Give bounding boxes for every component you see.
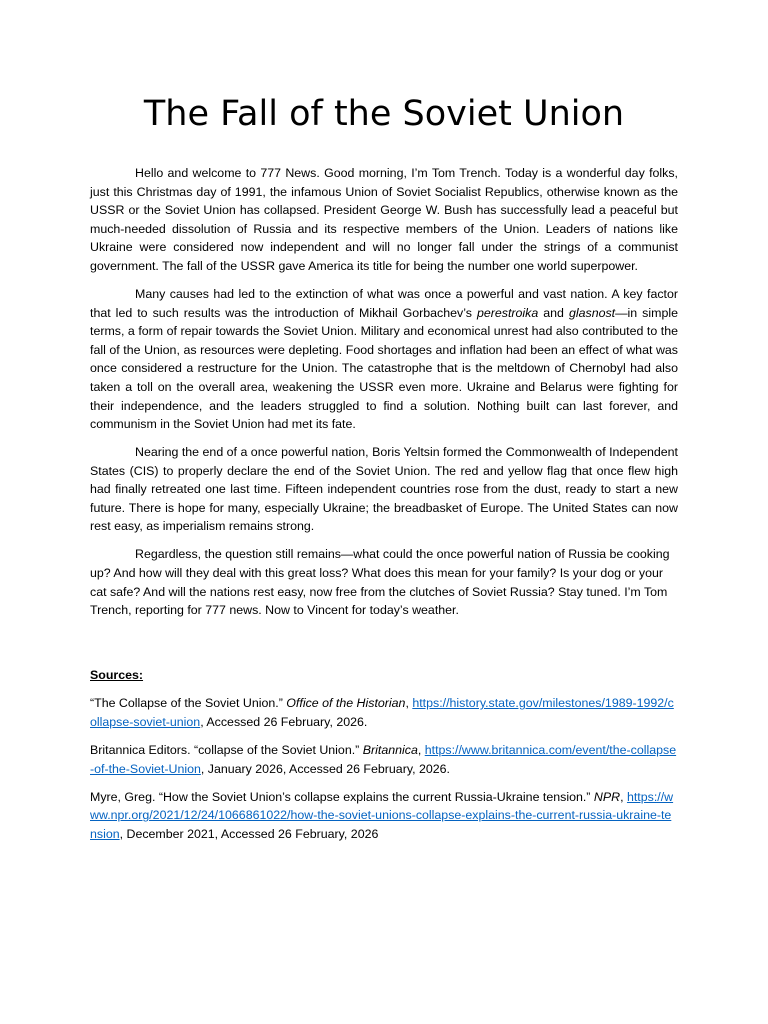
paragraph-causes-rest: —in simple terms, a form of repair towards the Soviet Union. Military and economical unrest had also contributed to the fall of the Union, as resources were depleting. Food shortages and inflation had been an effect of what was once considered a restructure for the Union. The catastrophe that is the meltdown of Chernobyl had also taken a toll on the overall area, weakening the USSR even more. Ukraine and Belarus were fighting for their independence, and the leaders struggled to find a solution. Nothing built can last forever, and communism in the Soviet Union had met its fate. <box>90 305 678 432</box>
paragraph-intro: Hello and welcome to 777 News. Good morning, I’m Tom Trench. Today is a wonderful day folks, just this Christmas day of 1991, the infamous Union of Soviet Socialist Republics, otherwise known as the USSR or the Soviet Union has collapsed. President George W. Bush has successfully lead a peaceful but much-needed dissolution of Russia and its respective members of the Union. Leaders of nations like Ukraine were considered now independent and will no longer fall under the strings of a communist government. The fall of the USSR gave America its title for being the number one world superpower. <box>90 166 678 273</box>
citation-separator: , <box>620 789 627 804</box>
citation-separator: , <box>405 696 413 711</box>
paragraph-closing: Regardless, the question still remains—what could the once powerful nation of Russia be cooking up? And how will they deal with this great loss? What does this mean for your family? Is your dog or your cat safe? And will the nations rest easy, now free from the clutches of Soviet Russia? Stay tuned. I’m Tom Trench, reporting for 777 news. Now to Vincent for today’s weather. <box>90 547 670 618</box>
citation-tail: , December 2021, Accessed 26 February, 2026 <box>119 826 379 841</box>
sources-section <box>90 666 678 853</box>
paragraph-causes-text: Many causes had led to the extinction of what was once a powerful and vast nation. A key factor that led to such results was the introduction of Mikhail Gorbachev’s <box>90 286 678 320</box>
citation-link-britannica[interactable]: https://www.britannica.com/event/the-collapse-of-the-Soviet-Union <box>90 742 677 776</box>
document-title: The Fall of the Soviet Union <box>143 94 625 134</box>
citation-title: “The Collapse of the Soviet Union.” <box>90 696 287 711</box>
paragraph-end: Nearing the end of a once powerful nation, Boris Yeltsin formed the Commonwealth of Independent States (CIS) to properly declare the end of the Soviet Union. The red and yellow flag that once flew high had finally retreated one last time. Fifteen independent countries rose from the dust, ready to start a new future. There is hope for many, especially Ukraine; the breadbasket of Europe. The United States can now rest easy, as imperialism remains strong. <box>90 445 678 534</box>
term-glasnost: glasnost <box>568 305 616 320</box>
citation-link-historian[interactable]: https://history.state.gov/milestones/1989-1992/collapse-soviet-union <box>90 696 674 729</box>
term-perestroika: perestroika <box>476 305 539 320</box>
sources-heading: Sources: <box>90 668 144 682</box>
citation-tail: , January 2026, Accessed 26 February, 2026. <box>200 761 450 776</box>
citation-historian <box>90 694 678 731</box>
citation-npr <box>90 788 678 844</box>
paragraph-causes-and: and <box>538 305 569 320</box>
paragraph-causes <box>90 285 678 434</box>
citation-publication: Britannica <box>362 742 418 757</box>
citation-title: Britannica Editors. “collapse of the Soviet Union.” <box>90 742 363 757</box>
citation-title: Myre, Greg. “How the Soviet Union’s collapse explains the current Russia-Ukraine tension.” <box>90 789 594 804</box>
citation-publication: NPR <box>593 789 621 804</box>
citation-separator: , <box>417 742 425 757</box>
citation-britannica <box>90 741 678 778</box>
document-body <box>90 164 678 629</box>
citation-publication: Office of the Historian <box>286 696 406 711</box>
citation-tail: , Accessed 26 February, 2026. <box>200 714 368 729</box>
citation-link-npr[interactable]: https://www.npr.org/2021/12/24/1066861022/how-the-soviet-unions-collapse-explains-the-current-russia-ukraine-tension <box>90 789 674 841</box>
